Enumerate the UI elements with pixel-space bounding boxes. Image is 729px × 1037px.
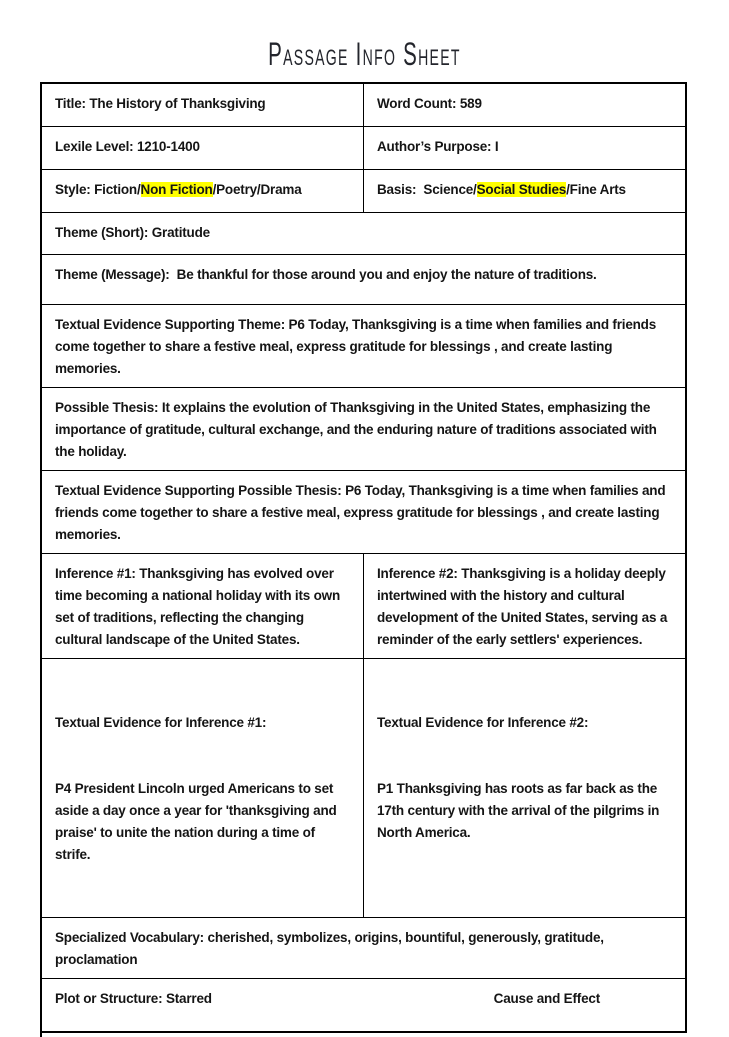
theme-short-cell: Theme (Short): Gratitude	[55, 225, 210, 240]
style-post: /Poetry/Drama	[212, 182, 302, 197]
page-title	[0, 36, 729, 73]
evidence-theme-cell: Textual Evidence Supporting Theme: P6 Today, Thanksgiving is a time when families and friends come together to share a festive meal, express gratitude for blessings , and create lasting memories.	[55, 317, 660, 376]
passage-title-cell: Title: The History of Thanksgiving	[55, 96, 266, 111]
row-vocabulary	[42, 917, 685, 978]
authors-purpose-cell: Author’s Purpose: I	[363, 127, 685, 169]
row-evidence-thesis	[42, 470, 685, 553]
evidence-inference-1-cell	[42, 659, 363, 917]
row-evidence-theme	[42, 304, 685, 387]
inference-1-cell: Inference #1: Thanksgiving has evolved over time becoming a national holiday with its own set of traditions, reflecting the changing cultural landscape of the United States.	[55, 566, 344, 647]
row-inferences	[42, 553, 685, 658]
word-count-cell: Word Count: 589	[363, 84, 685, 126]
possible-thesis-cell: Possible Thesis: It explains the evolution of Thanksgiving in the United States, emphasizing the importance of gratitude, cultural exchange, and the enduring nature of traditions associated with the holiday.	[55, 400, 661, 459]
row-evidence-inferences	[42, 658, 685, 917]
row-theme-message	[42, 254, 685, 304]
basis-cell	[363, 170, 685, 212]
evidence-inference-1-body: P4 President Lincoln urged Americans to set aside a day once a year for 'thanksgiving and praise' to unite the nation during a time of strife.	[55, 781, 341, 862]
inference-2-cell: Inference #2: Thanksgiving is a holiday deeply intertwined with the history and cultural development of the United States, serving as a reminder of the early settlers' experiences.	[363, 554, 685, 658]
basis-highlighted-choice: Social Studies	[476, 182, 567, 197]
evidence-inference-2-body: P1 Thanksgiving has roots as far back as the 17th century with the arrival of the pilgrims in North America.	[377, 781, 663, 840]
basis-post: /Fine Arts	[566, 182, 626, 197]
lexile-level-cell: Lexile Level: 1210-1400	[55, 139, 200, 154]
specialized-vocabulary-cell: Specialized Vocabulary: cherished, symbolizes, origins, bountiful, generously, gratitude, proclamation	[55, 930, 608, 967]
row-theme-short	[42, 212, 685, 254]
evidence-thesis-cell: Textual Evidence Supporting Possible Thesis: P6 Today, Thanksgiving is a time when families and friends come together to share a festive meal, express gratitude for blessings , and create lasting memories.	[55, 483, 669, 542]
row-possible-thesis	[42, 387, 685, 470]
row-lexile-purpose	[42, 126, 685, 169]
style-highlighted-choice: Non Fiction	[140, 182, 213, 197]
theme-message-cell: Theme (Message): Be thankful for those around you and enjoy the nature of traditions.	[55, 267, 597, 282]
plot-structure-label: Plot or Structure: Starred	[55, 991, 212, 1006]
structure-type-value: Cause and Effect	[493, 991, 600, 1006]
row-style-basis	[42, 169, 685, 212]
plot-structure-cell	[42, 979, 685, 1031]
evidence-inference-2-cell	[363, 659, 685, 917]
page-title-text: Passage Info Sheet	[268, 36, 461, 72]
style-pre: Style: Fiction/	[55, 182, 141, 197]
style-cell	[42, 170, 363, 212]
basis-pre: Basis: Science/	[377, 182, 477, 197]
row-title-wordcount	[42, 84, 685, 126]
evidence-inference-1-label: Textual Evidence for Inference #1:	[55, 715, 267, 730]
passage-info-table	[40, 82, 687, 1033]
row-plot-structure	[42, 978, 685, 1031]
evidence-inference-2-label: Textual Evidence for Inference #2:	[377, 715, 589, 730]
